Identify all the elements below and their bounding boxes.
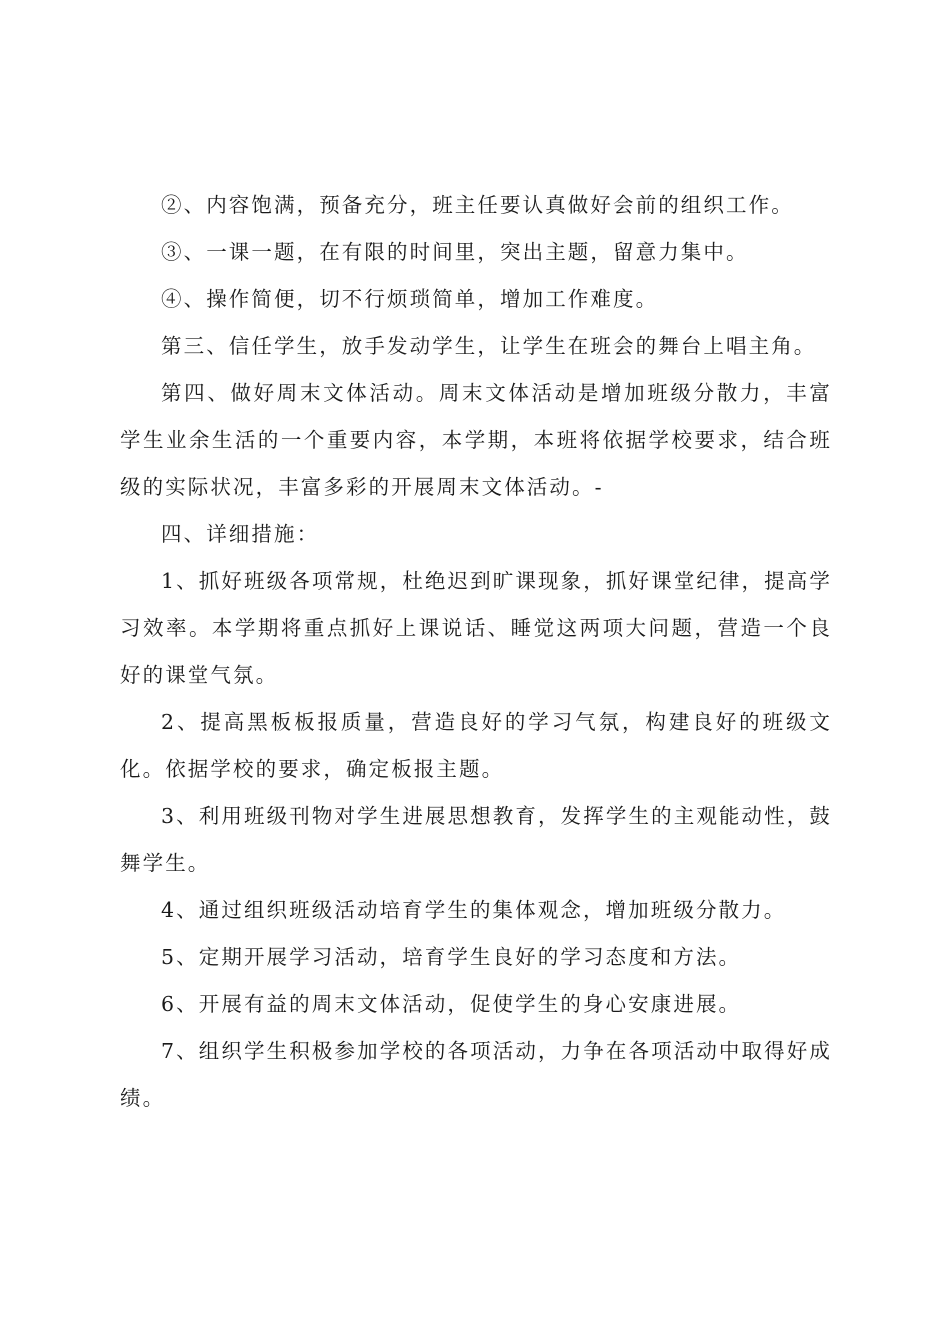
document-body bbox=[120, 182, 832, 1122]
measure-item-1: 1、抓好班级各项常规，杜绝迟到旷课现象，抓好课堂纪律，提高学习效率。本学期将重点抓好上课说话、睡觉这两项大问题，营造一个良好的课堂气氛。 bbox=[120, 569, 832, 687]
paragraph-item-3: ③、一课一题，在有限的时间里，突出主题，留意力集中。 bbox=[161, 240, 749, 264]
paragraph-item-2: ②、内容饱满，预备充分，班主任要认真做好会前的组织工作。 bbox=[161, 193, 794, 217]
measure-item-5: 5、定期开展学习活动，培育学生良好的学习态度和方法。 bbox=[161, 945, 742, 969]
paragraph-section-three: 第三、信任学生，放手发动学生，让学生在班会的舞台上唱主角。 bbox=[161, 334, 817, 358]
measure-item-7: 7、组织学生积极参加学校的各项活动，力争在各项活动中取得好成绩。 bbox=[120, 1039, 832, 1110]
measure-item-3: 3、利用班级刊物对学生进展思想教育，发挥学生的主观能动性，鼓舞学生。 bbox=[120, 804, 832, 875]
paragraph-section-four: 第四、做好周末文体活动。周末文体活动是增加班级分散力，丰富学生业余生活的一个重要内容，本学期，本班将依据学校要求，结合班级的实际状况，丰富多彩的开展周末文体活动。- bbox=[120, 381, 832, 499]
paragraph-item-4: ④、操作简便，切不行烦琐简单，增加工作难度。 bbox=[161, 287, 659, 311]
measure-item-4: 4、通过组织班级活动培育学生的集体观念，增加班级分散力。 bbox=[161, 898, 787, 922]
heading-detailed-measures: 四、详细措施： bbox=[161, 522, 320, 546]
measure-item-2: 2、提高黑板板报质量，营造良好的学习气氛，构建良好的班级文化。依据学校的要求，确定板报主题。 bbox=[120, 710, 832, 781]
measure-item-6: 6、开展有益的周末文体活动，促使学生的身心安康进展。 bbox=[161, 992, 742, 1016]
